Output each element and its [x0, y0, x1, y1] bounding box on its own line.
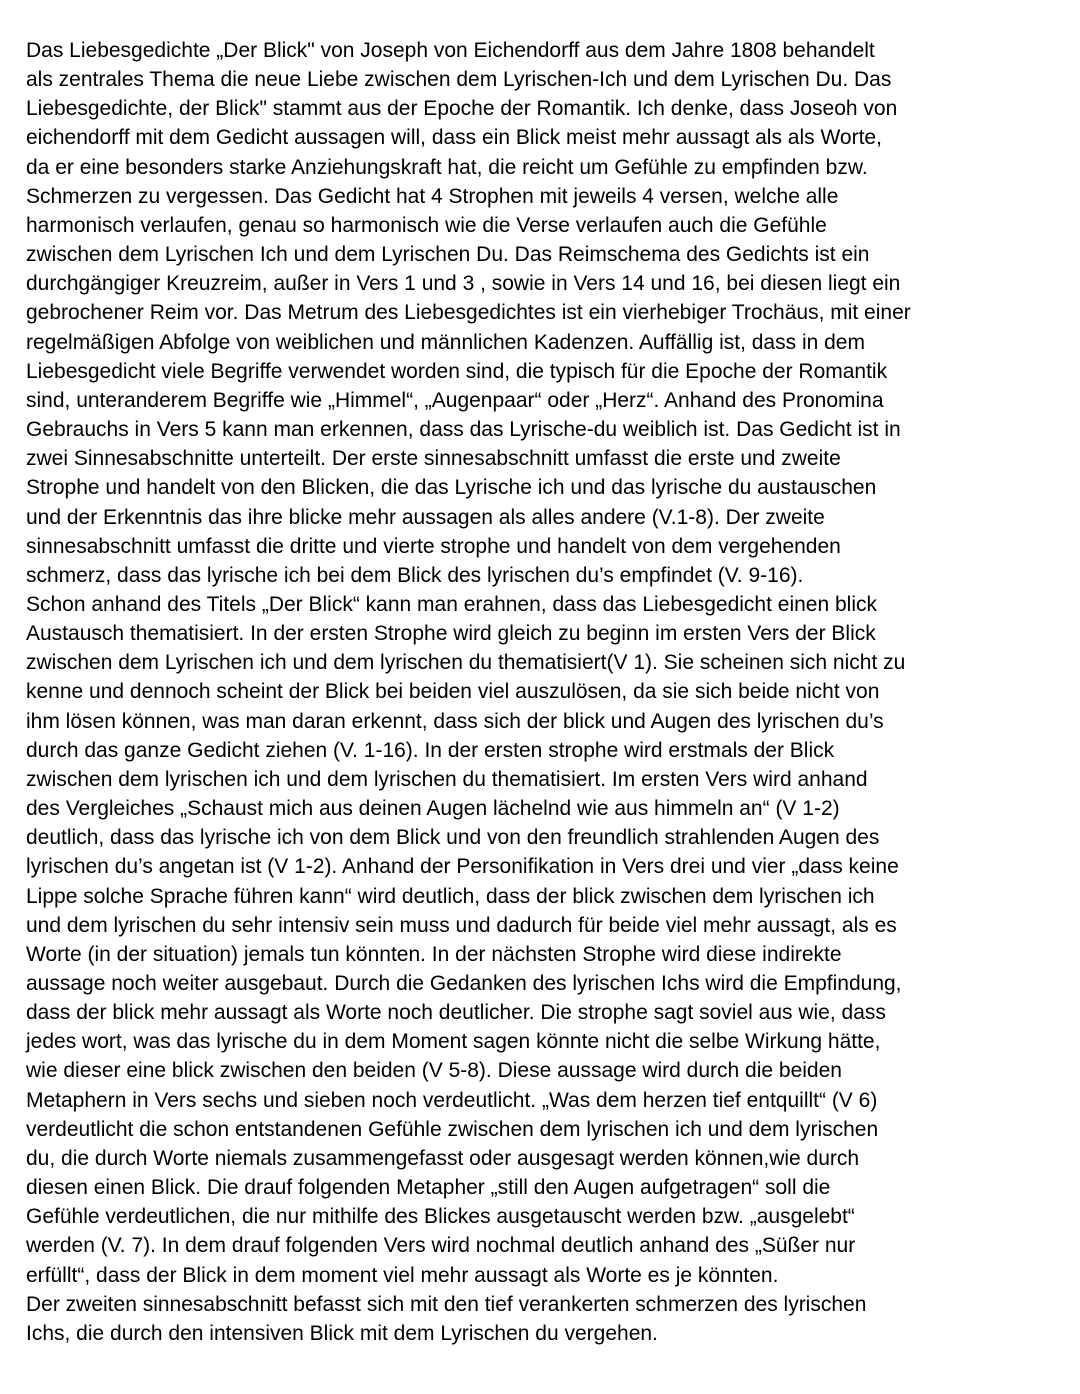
text-line: regelmäßigen Abfolge von weiblichen und männlichen Kadenzen. Auffällig ist, dass in dem	[26, 330, 865, 354]
text-line: sind, unteranderem Begriffe wie „Himmel“, „Augenpaar“ oder „Herz“. Anhand des Pronomina	[26, 388, 884, 412]
text-line: zwei Sinnesabschnitte unterteilt. Der erste sinnesabschnitt umfasst die erste und zweite	[26, 447, 841, 471]
text-line: zwischen dem Lyrischen ich und dem lyrischen du thematisiert(V 1). Sie scheinen sich nicht zu	[26, 651, 906, 675]
text-line: harmonisch verlaufen, genau so harmonisch wie die Verse verlaufen auch die Gefühle	[26, 213, 827, 237]
text-line: gebrochener Reim vor. Das Metrum des Liebesgedichtes ist ein vierhebiger Trochäus, mit einer	[26, 301, 911, 325]
text-line: aussage noch weiter ausgebaut. Durch die Gedanken des lyrischen Ichs wird die Empfindung,	[26, 972, 902, 995]
text-line: Strophe und handelt von den Blicken, die das Lyrische ich und das lyrische du austauschen	[26, 476, 877, 500]
text-line: Liebesgedicht viele Begriffe verwendet worden sind, die typisch für die Epoche der Romantik	[26, 359, 888, 383]
text-line: Worte (in der situation) jemals tun könnten. In der nächsten Strophe wird diese indirekte	[26, 942, 842, 966]
text-line: zwischen dem Lyrischen Ich und dem Lyrischen Du. Das Reimschema des Gedichts ist ein	[26, 243, 870, 267]
text-line: und der Erkenntnis das ihre blicke mehr aussagen als alles andere (V.1-8). Der zweite	[26, 505, 825, 529]
text-line: eichendorff mit dem Gedicht aussagen will, dass ein Blick meist mehr aussagt als als Worte,	[26, 126, 882, 150]
text-line: des Vergleiches „Schaust mich aus deinen Augen lächelnd wie aus himmeln an“ (V 1-2)	[26, 797, 840, 821]
text-line: Ichs, die durch den intensiven Blick mit dem Lyrischen du vergehen.	[26, 1321, 658, 1345]
text-line: diesen einen Blick. Die drauf folgenden Metapher „still den Augen aufgetragen“ soll die	[26, 1176, 831, 1200]
text-line: und dem lyrischen du sehr intensiv sein muss und dadurch für beide viel mehr aussagt, als es	[26, 913, 897, 937]
text-line: als zentrales Thema die neue Liebe zwischen dem Lyrischen-Ich und dem Lyrischen Du. Das	[26, 68, 892, 92]
text-line: Austausch thematisiert. In der ersten Strophe wird gleich zu beginn im ersten Vers der Blick	[26, 622, 876, 646]
document-body	[26, 36, 1070, 1348]
text-line: Lippe solche Sprache führen kann“ wird deutlich, dass der blick zwischen dem lyrischen ich	[26, 884, 875, 908]
text-line: verdeutlicht die schon entstandenen Gefühle zwischen dem lyrischen ich und dem lyrischen	[26, 1117, 879, 1141]
text-line: jedes wort, was das lyrische du in dem Moment sagen könnte nicht die selbe Wirkung hätte,	[26, 1030, 881, 1054]
text-line: Metaphern in Vers sechs und sieben noch verdeutlicht. „Was dem herzen tief entquillt“ (V 6)	[26, 1088, 878, 1112]
text-line: erfüllt“, dass der Blick in dem moment viel mehr aussagt als Worte es je könnten.	[26, 1263, 779, 1287]
text-line: Der zweiten sinnesabschnitt befasst sich mit den tief verankerten schmerzen des lyrischen	[26, 1292, 867, 1316]
text-line: ihm lösen können, was man daran erkennt, dass sich der blick und Augen des lyrischen du’s	[26, 709, 884, 733]
text-line: du, die durch Worte niemals zusammengefasst oder ausgesagt werden können,wie durch	[26, 1146, 860, 1170]
text-line: Schon anhand des Titels „Der Blick“ kann man erahnen, dass das Liebesgedicht einen blick	[26, 592, 878, 616]
text-line: lyrischen du’s angetan ist (V 1-2). Anhand der Personifikation in Vers drei und vier „dass keine	[26, 855, 899, 879]
text-line: da er eine besonders starke Anziehungskraft hat, die reicht um Gefühle zu empfinden bzw.	[26, 155, 868, 179]
text-line: Das Liebesgedichte „Der Blick" von Joseph von Eichendorff aus dem Jahre 1808 behandelt	[26, 39, 875, 62]
text-line: deutlich, dass das lyrische ich von dem Blick und von den freundlich strahlenden Augen des	[26, 826, 880, 850]
text-line: dass der blick mehr aussagt als Worte noch deutlicher. Die strophe sagt soviel aus wie, dass	[26, 1001, 886, 1025]
text-line: Gefühle verdeutlichen, die nur mithilfe des Blickes ausgetauscht werden bzw. „ausgelebt“	[26, 1205, 855, 1229]
text-line: kenne und dennoch scheint der Blick bei beiden viel auszulösen, da sie sich beide nicht von	[26, 680, 880, 704]
text-line: Liebesgedichte, der Blick" stammt aus der Epoche der Romantik. Ich denke, dass Joseoh von	[26, 97, 898, 121]
text-line: durch das ganze Gedicht ziehen (V. 1-16). In der ersten strophe wird erstmals der Blick	[26, 738, 835, 762]
text-line: werden (V. 7). In dem drauf folgenden Vers wird nochmal deutlich anhand des „Süßer nur	[26, 1234, 856, 1258]
text-line: zwischen dem lyrischen ich und dem lyrischen du thematisiert. Im ersten Vers wird anhand	[26, 767, 868, 791]
text-line: Schmerzen zu vergessen. Das Gedicht hat 4 Strophen mit jeweils 4 versen, welche alle	[26, 184, 839, 208]
text-line: wie dieser eine blick zwischen den beiden (V 5-8). Diese aussage wird durch die beiden	[26, 1059, 842, 1083]
text-line: schmerz, dass das lyrische ich bei dem Blick des lyrischen du’s empfindet (V. 9-16).	[26, 563, 804, 587]
text-line: durchgängiger Kreuzreim, außer in Vers 1 und 3 , sowie in Vers 14 und 16, bei diesen liegt ein	[26, 272, 901, 296]
text-line: sinnesabschnitt umfasst die dritte und vierte strophe und handelt von dem vergehenden	[26, 534, 841, 558]
text-line: Gebrauchs in Vers 5 kann man erkennen, dass das Lyrische-du weiblich ist. Das Gedicht ist in	[26, 418, 901, 442]
